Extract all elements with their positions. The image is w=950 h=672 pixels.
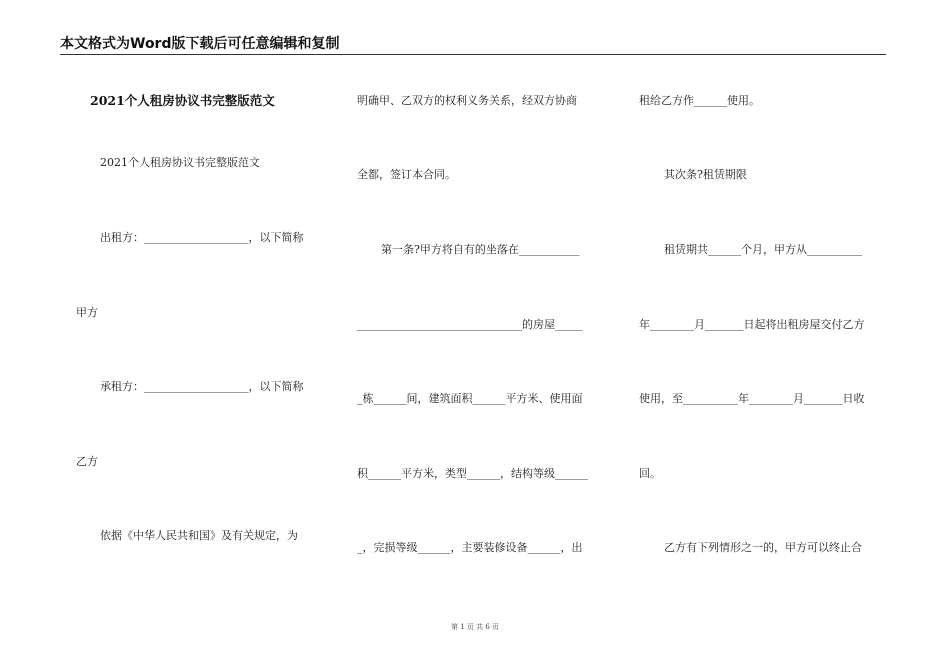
text-line: 其次条?租赁期限 xyxy=(664,168,747,181)
text-line: 回。 xyxy=(639,467,661,480)
text-line: 租给乙方作______使用。 xyxy=(639,94,760,107)
banner-divider xyxy=(60,54,886,55)
text-line: 租赁期共______个月，甲方从__________ xyxy=(664,243,862,256)
text-line: _，完损等级______，主要装修设备______，出 xyxy=(357,541,583,554)
document-title: 2021个人租房协议书完整版范文 xyxy=(90,93,275,108)
text-line: 使用，至__________年________月_______日收 xyxy=(639,392,865,405)
text-line: 积______平方米，类型______，结构等级______ xyxy=(357,467,588,480)
text-line: 乙方 xyxy=(76,455,98,468)
text-line: 承租方：___________________，以下简称 xyxy=(100,380,304,393)
text-line: 出租方：___________________，以下简称 xyxy=(100,231,304,244)
text-line: 第一条?甲方将自有的坐落在___________ xyxy=(381,243,580,256)
text-line: 乙方有下列情形之一的，甲方可以终止合 xyxy=(664,541,862,554)
text-line: 甲方 xyxy=(76,306,98,319)
document-banner: 本文格式为Word版下载后可任意编辑和复制 xyxy=(60,36,340,52)
text-line: 年________月_______日起将出租房屋交付乙方 xyxy=(639,318,865,331)
text-line: 依据《中华人民共和国》及有关规定，为 xyxy=(100,529,298,542)
text-line: _栋______间，建筑面积______平方米、使用面 xyxy=(357,392,583,405)
page-number: 第 1 页 共 6 页 xyxy=(450,623,500,631)
text-line: ______________________________的房屋_____ xyxy=(357,318,583,331)
text-line: 全都，签订本合同。 xyxy=(357,168,456,181)
text-line: 2021个人租房协议书完整版范文 xyxy=(100,156,260,169)
text-line: 明确甲、乙双方的权利义务关系，经双方协商 xyxy=(357,94,577,107)
